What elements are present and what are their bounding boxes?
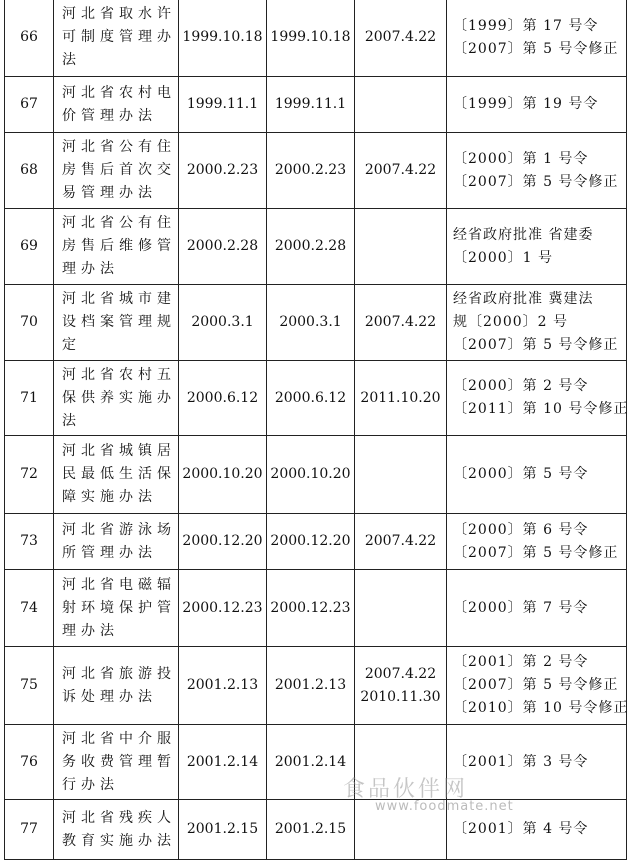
regulation-name-line: 所管理办法 [62, 544, 157, 561]
amendment-date-cell [355, 800, 447, 860]
document-number-line: 〔2001〕第 2 号令 [453, 654, 589, 670]
effective-date-cell [267, 133, 355, 209]
regulation-name-line: 教育实施办法 [62, 832, 176, 849]
row-number: 73 [20, 533, 38, 549]
regulation-name-cell [54, 77, 179, 133]
regulation-name-line: 易管理办法 [62, 185, 157, 201]
row-number: 75 [20, 677, 38, 693]
issue-date-line: 2000.12.23 [182, 599, 263, 616]
issue-date-line: 2000.3.1 [191, 314, 254, 330]
issue-date-line: 2001.2.14 [186, 753, 259, 770]
regulation-name-line: 河北省城镇居 [62, 443, 176, 459]
effective-date-line: 2000.12.20 [270, 533, 351, 549]
regulation-name-line: 河北省电磁辐 [62, 576, 176, 593]
regulation-name-line: 行办法 [62, 776, 119, 793]
document-number-line: 经省政府批准 省建委 [453, 226, 594, 243]
amendment-date-cell [355, 0, 447, 77]
regulation-name-cell [54, 285, 179, 361]
document-number-line: 规〔2000〕2 号 [453, 314, 568, 330]
issue-date-line: 1999.10.18 [182, 29, 263, 45]
document-number-cell [447, 133, 627, 209]
issue-date-cell [179, 514, 267, 570]
document-number-cell [447, 436, 627, 514]
row-number-cell [5, 0, 54, 77]
document-number-line: 〔2011〕第 10 号令修正 [453, 401, 629, 417]
row-number-cell [5, 285, 54, 361]
regulation-name-line: 河北省公有住 [62, 139, 176, 155]
regulation-name-line: 务收费管理暂 [62, 753, 176, 770]
effective-date-line: 2001.2.15 [274, 821, 347, 837]
regulations-table [4, 0, 627, 860]
amendment-date-line: 2010.11.30 [360, 688, 441, 705]
row-number-cell [5, 570, 54, 647]
table-row [5, 725, 627, 800]
regulation-name-cell [54, 570, 179, 647]
regulation-name-line: 河北省旅游投 [62, 665, 176, 682]
amendment-date-line: 2007.4.22 [364, 533, 437, 549]
regulation-name-line: 河北省取水许 [62, 6, 176, 22]
regulation-name-line: 理办法 [62, 261, 119, 277]
regulation-name-line: 河北省农村五 [62, 366, 176, 383]
document-number-line: 〔2007〕第 5 号令修正 [453, 337, 619, 353]
document-number-line: 〔2001〕第 4 号令 [453, 821, 589, 837]
regulation-name-line: 障实施办法 [62, 489, 157, 505]
regulation-name-cell [54, 800, 179, 860]
issue-date-cell [179, 647, 267, 725]
amendment-date-cell [355, 647, 447, 725]
issue-date-cell [179, 436, 267, 514]
issue-date-line: 2000.12.20 [182, 533, 263, 549]
effective-date-cell [267, 209, 355, 285]
regulation-name-line: 河北省公有住 [62, 215, 176, 231]
row-number: 67 [20, 96, 38, 112]
regulation-name-line: 房售后首次交 [62, 162, 176, 178]
row-number: 66 [20, 29, 38, 45]
amendment-date-cell [355, 725, 447, 800]
regulation-name-cell [54, 514, 179, 570]
effective-date-cell [267, 436, 355, 514]
regulation-name-cell [54, 647, 179, 725]
document-number-cell [447, 514, 627, 570]
row-number-cell [5, 361, 54, 436]
regulation-name-line: 河北省游泳场 [62, 521, 176, 538]
amendment-date-cell [355, 514, 447, 570]
effective-date-line: 2000.6.12 [274, 389, 347, 406]
issue-date-line: 1999.11.1 [186, 96, 259, 112]
regulation-name-line: 设档案管理规 [62, 314, 176, 330]
regulation-name-line: 保供养实施办 [62, 389, 176, 406]
issue-date-cell [179, 725, 267, 800]
effective-date-cell [267, 514, 355, 570]
row-number: 69 [20, 238, 38, 254]
row-number-cell [5, 133, 54, 209]
effective-date-line: 2001.2.14 [274, 753, 347, 770]
document-number-cell [447, 570, 627, 647]
regulation-name-cell [54, 133, 179, 209]
row-number: 70 [20, 314, 38, 330]
table-row [5, 0, 627, 77]
document-number-line: 〔2000〕第 2 号令 [453, 378, 589, 394]
table-row [5, 647, 627, 725]
document-number-line: 〔1999〕第 17 号令 [453, 17, 599, 34]
document-number-line: 〔2000〕第 6 号令 [453, 521, 589, 538]
row-number: 76 [20, 753, 38, 770]
row-number-cell [5, 725, 54, 800]
effective-date-cell [267, 570, 355, 647]
issue-date-cell [179, 133, 267, 209]
watermark-logo-text: 食品伙伴网 [343, 777, 469, 802]
table-row [5, 800, 627, 860]
document-number-line: 〔2010〕第 10 号令修正 [453, 700, 629, 716]
row-number-cell [5, 436, 54, 514]
issue-date-cell [179, 570, 267, 647]
effective-date-cell [267, 361, 355, 436]
regulation-name-line: 理办法 [62, 622, 119, 639]
document-number-cell [447, 77, 627, 133]
regulation-name-line: 河北省农村电 [62, 84, 176, 101]
issue-date-line: 2000.2.23 [186, 162, 259, 178]
regulation-name-line: 房售后维修管 [62, 238, 176, 254]
row-number: 74 [20, 599, 38, 616]
row-number: 68 [20, 162, 38, 178]
regulation-name-line: 河北省城市建 [62, 291, 176, 307]
table-row [5, 361, 627, 436]
issue-date-line: 2000.10.20 [182, 466, 263, 482]
document-number-cell [447, 647, 627, 725]
document-number-line: 〔2000〕第 1 号令 [453, 150, 589, 167]
document-number-cell [447, 0, 627, 77]
effective-date-line: 2001.2.13 [274, 677, 347, 693]
issue-date-line: 2000.2.28 [186, 238, 259, 254]
effective-date-cell [267, 800, 355, 860]
effective-date-line: 2000.2.23 [274, 162, 347, 178]
regulation-name-line: 诉处理办法 [62, 688, 157, 705]
effective-date-cell [267, 0, 355, 77]
regulation-name-line: 法 [62, 52, 81, 68]
document-number-line: 〔2000〕第 7 号令 [453, 599, 589, 616]
issue-date-line: 2001.2.15 [186, 821, 259, 837]
amendment-date-line: 2007.4.22 [364, 314, 437, 330]
document-number-cell [447, 285, 627, 361]
table-row [5, 514, 627, 570]
effective-date-cell [267, 77, 355, 133]
table-row [5, 285, 627, 361]
effective-date-line: 1999.11.1 [274, 96, 347, 112]
document-number-line: 经省政府批准 冀建法 [453, 291, 594, 307]
amendment-date-cell [355, 361, 447, 436]
document-number-cell [447, 361, 627, 436]
regulation-name-line: 法 [62, 412, 81, 429]
regulation-name-line: 射环境保护管 [62, 599, 176, 616]
table-row [5, 77, 627, 133]
row-number-cell [5, 514, 54, 570]
effective-date-cell [267, 647, 355, 725]
amendment-date-cell [355, 436, 447, 514]
document-number-cell [447, 725, 627, 800]
document-number-line: 〔2000〕第 5 号令 [453, 466, 589, 482]
document-number-line: 〔2001〕第 3 号令 [453, 753, 589, 770]
row-number: 77 [20, 821, 38, 837]
regulation-name-line: 河北省中介服 [62, 730, 176, 747]
regulation-name-cell [54, 361, 179, 436]
document-number-line: 〔2007〕第 5 号令修正 [453, 173, 619, 190]
document-number-cell [447, 209, 627, 285]
effective-date-line: 2000.3.1 [279, 314, 342, 330]
row-number-cell [5, 209, 54, 285]
effective-date-line: 1999.10.18 [270, 29, 351, 45]
regulation-name-cell [54, 725, 179, 800]
issue-date-line: 2001.2.13 [186, 677, 259, 693]
amendment-date-cell [355, 570, 447, 647]
issue-date-line: 2000.6.12 [186, 389, 259, 406]
amendment-date-line: 2007.4.22 [364, 162, 437, 178]
row-number: 72 [20, 466, 38, 482]
regulation-name-line: 价管理办法 [62, 107, 157, 124]
amendment-date-line: 2011.10.20 [360, 389, 441, 406]
regulation-name-line: 民最低生活保 [62, 466, 176, 482]
amendment-date-cell [355, 209, 447, 285]
regulation-name-cell [54, 436, 179, 514]
effective-date-cell [267, 285, 355, 361]
amendment-date-cell [355, 77, 447, 133]
watermark-url: www.foodmate.net [375, 799, 514, 814]
table-row [5, 209, 627, 285]
document-number-line: 〔2007〕第 5 号令修正 [453, 677, 619, 693]
amendment-date-cell [355, 285, 447, 361]
document-number-cell [447, 800, 627, 860]
effective-date-line: 2000.12.23 [270, 599, 351, 616]
row-number-cell [5, 800, 54, 860]
table-row [5, 436, 627, 514]
document-number-line: 〔2007〕第 5 号令修正 [453, 544, 619, 561]
document-number-line: 〔1999〕第 19 号令 [453, 96, 599, 112]
effective-date-cell [267, 725, 355, 800]
regulation-name-line: 定 [62, 337, 81, 353]
table-row [5, 570, 627, 647]
regulation-name-line: 可制度管理办 [62, 29, 176, 45]
document-number-line: 〔2007〕第 5 号令修正 [453, 40, 619, 57]
issue-date-cell [179, 361, 267, 436]
document-number-line: 〔2000〕1 号 [453, 249, 553, 266]
effective-date-line: 2000.10.20 [270, 466, 351, 482]
issue-date-cell [179, 0, 267, 77]
issue-date-cell [179, 800, 267, 860]
row-number-cell [5, 77, 54, 133]
regulation-name-line: 河北省残疾人 [62, 809, 176, 826]
regulation-name-cell [54, 0, 179, 77]
row-number: 71 [20, 389, 38, 406]
issue-date-cell [179, 285, 267, 361]
effective-date-line: 2000.2.28 [274, 238, 347, 254]
issue-date-cell [179, 209, 267, 285]
issue-date-cell [179, 77, 267, 133]
amendment-date-line: 2007.4.22 [364, 665, 437, 682]
table-row [5, 133, 627, 209]
row-number-cell [5, 647, 54, 725]
amendment-date-cell [355, 133, 447, 209]
amendment-date-line: 2007.4.22 [364, 29, 437, 45]
regulation-name-cell [54, 209, 179, 285]
